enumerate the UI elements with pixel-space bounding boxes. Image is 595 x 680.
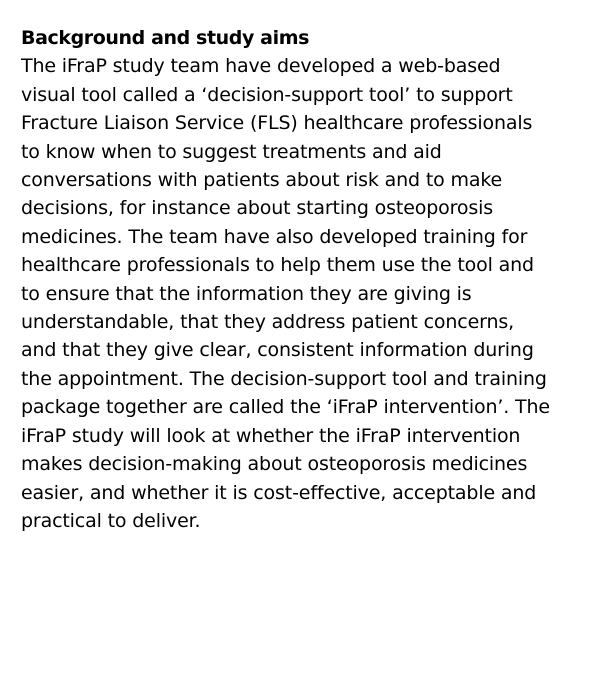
body-line: iFraP study will look at whether the iFraP intervention — [21, 424, 521, 447]
body-line: medicines. The team have also developed training for — [21, 225, 528, 248]
body-line: visual tool called a ‘decision-support tool’ to support — [21, 83, 513, 106]
body-line: makes decision-making about osteoporosis medicines — [21, 453, 528, 476]
body-line: healthcare professionals to help them use the tool and — [21, 254, 534, 277]
body-line: the appointment. The decision-support tool and training — [21, 367, 547, 390]
body-line: practical to deliver. — [21, 509, 201, 532]
body-line: understandable, that they address patient concerns, — [21, 311, 514, 334]
body-paragraph — [21, 52, 591, 535]
body-line: and that they give clear, consistent information during — [21, 339, 534, 362]
body-line: package together are called the ‘iFraP intervention’. The — [21, 396, 550, 419]
body-line: Fracture Liaison Service (FLS) healthcare professionals — [21, 112, 533, 135]
body-line: decisions, for instance about starting osteoporosis — [21, 197, 493, 220]
body-line: easier, and whether it is cost-effective, acceptable and — [21, 481, 537, 504]
body-line: to know when to suggest treatments and aid — [21, 140, 442, 163]
section-heading: Background and study aims — [21, 27, 310, 49]
body-line: conversations with patients about risk and to make — [21, 169, 503, 192]
body-line: to ensure that the information they are giving is — [21, 282, 472, 305]
body-line: The iFraP study team have developed a web-based — [21, 55, 501, 78]
document-section — [21, 24, 591, 535]
